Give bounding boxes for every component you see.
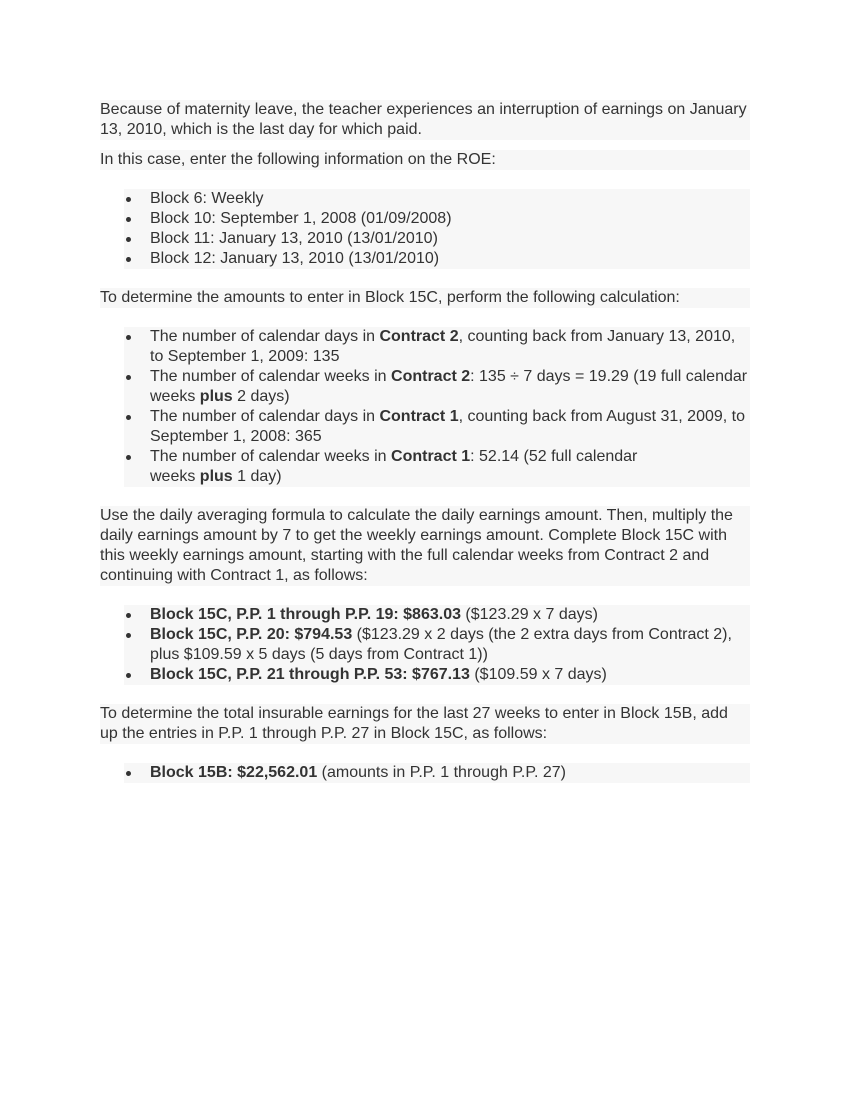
item-text: 1 day) xyxy=(232,468,282,485)
list-item xyxy=(100,763,750,783)
list-item xyxy=(100,605,750,625)
item-bold-text: Contract 1 xyxy=(379,408,459,425)
item-bold-text: Block 15C, P.P. 1 through P.P. 19: $863.03 xyxy=(150,606,461,623)
item-text: : 135 ÷ 7 days = 19.29 (19 full calendar weeks xyxy=(150,368,748,405)
item-text: , counting back from August 31, 2009, to September 1, 2008: 365 xyxy=(150,408,745,445)
item-bold-text: plus xyxy=(199,468,233,485)
item-text: ($123.29 x 2 days (the 2 extra days from Contract 2), plus $109.59 x 5 days (5 days from Contract 1)) xyxy=(150,626,732,663)
item-bold-text: Contract 2 xyxy=(391,368,471,385)
item-bold-text: Block 15C, P.P. 21 through P.P. 53: $767.13 xyxy=(150,666,470,683)
item-text: ($123.29 x 7 days) xyxy=(460,606,598,623)
item-text: ($109.59 x 7 days) xyxy=(469,666,607,683)
list-item xyxy=(100,367,750,407)
item-text: The number of calendar days in xyxy=(150,408,380,425)
item-text: (amounts in P.P. 1 through P.P. 27) xyxy=(317,764,566,781)
item-bold-text: Contract 2 xyxy=(379,328,459,345)
calculation-list xyxy=(100,327,750,487)
item-bold-text: Block 15B: $22,562.01 xyxy=(150,764,318,781)
item-text: , counting back from January 13, 2010, to September 1, 2009: 135 xyxy=(150,328,736,365)
intro-paragraph: Because of maternity leave, the teacher experiences an interruption of earnings on January 13, 2010, which is the last day for which paid. xyxy=(100,100,750,140)
list-item xyxy=(100,625,750,665)
roe-instruction-paragraph: In this case, enter the following information on the ROE: xyxy=(100,150,750,170)
roe-blocks-list xyxy=(100,189,750,269)
item-text: The number of calendar weeks in xyxy=(150,368,392,385)
list-item: Block 11: January 13, 2010 (13/01/2010) xyxy=(100,229,750,249)
item-bold-text: Contract 1 xyxy=(391,448,471,465)
formula-paragraph: Use the daily averaging formula to calculate the daily earnings amount. Then, multiply the daily earnings amount by 7 to get the weekly earnings amount. Complete Block 15C with this weekly earnings amount, starting with the full calendar weeks from Contract 2 and continuing with Contract 1, as follows: xyxy=(100,506,750,586)
calculation-intro-paragraph: To determine the amounts to enter in Block 15C, perform the following calculation: xyxy=(100,288,750,308)
item-text: The number of calendar days in xyxy=(150,328,380,345)
list-item: Block 10: September 1, 2008 (01/09/2008) xyxy=(100,209,750,229)
list-item xyxy=(100,327,750,367)
list-item xyxy=(100,665,750,685)
document-body xyxy=(100,100,750,783)
list-item xyxy=(100,447,750,487)
item-bold-text: plus xyxy=(199,388,233,405)
list-item xyxy=(100,407,750,447)
item-text: : 52.14 (52 full calendar weeks xyxy=(150,448,638,485)
block-15c-list xyxy=(100,605,750,685)
list-item: Block 12: January 13, 2010 (13/01/2010) xyxy=(100,249,750,269)
list-item: Block 6: Weekly xyxy=(100,189,750,209)
item-bold-text: Block 15C, P.P. 20: $794.53 xyxy=(150,626,353,643)
item-text: The number of calendar weeks in xyxy=(150,448,392,465)
block-15b-list xyxy=(100,763,750,783)
item-text: 2 days) xyxy=(232,388,290,405)
total-earnings-paragraph: To determine the total insurable earnings for the last 27 weeks to enter in Block 15B, add up the entries in P.P. 1 through P.P. 27 in Block 15C, as follows: xyxy=(100,704,750,744)
